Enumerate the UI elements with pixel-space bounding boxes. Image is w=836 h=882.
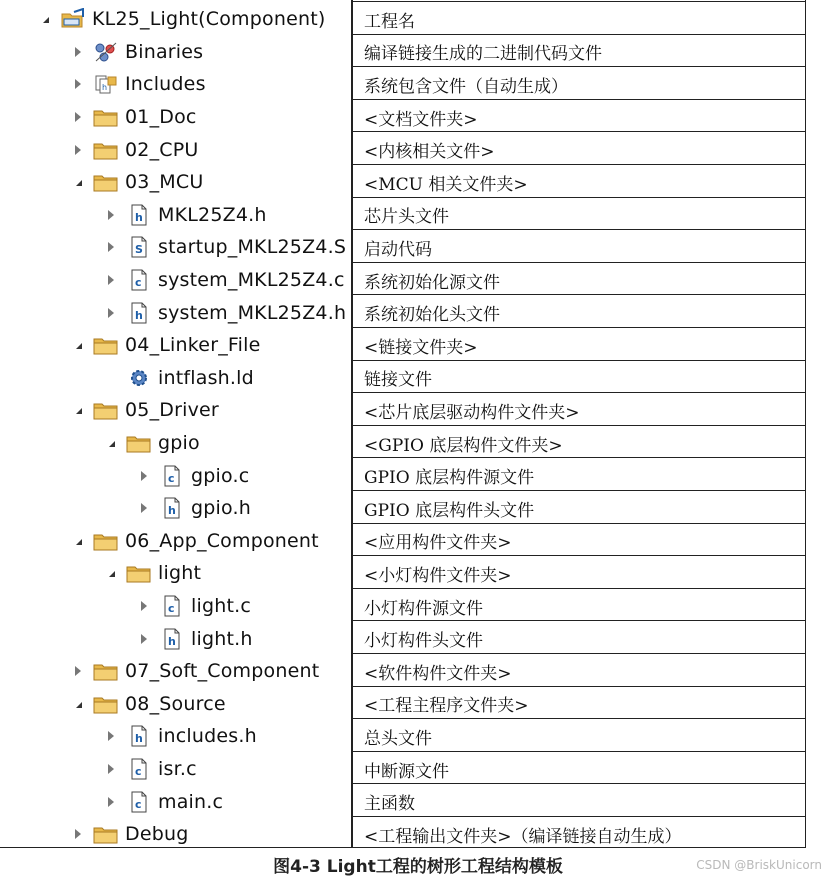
tree-row[interactable] — [0, 557, 836, 590]
row-divider — [352, 620, 806, 621]
row-divider — [352, 392, 806, 393]
tree-row[interactable] — [0, 199, 836, 232]
row-divider — [352, 783, 806, 784]
collapse-arrow-icon[interactable] — [104, 240, 118, 254]
row-divider — [352, 294, 806, 295]
binaries-icon — [93, 41, 119, 63]
tree-node-description: 总头文件 — [364, 728, 432, 749]
collapse-arrow-icon[interactable] — [71, 827, 85, 841]
tree-node-description: 中断源文件 — [364, 761, 449, 782]
tree-row[interactable] — [0, 459, 836, 492]
project-icon — [60, 8, 86, 30]
tree-node-description: <小灯构件文件夹> — [364, 565, 512, 586]
tree-node-description: <芯片底层驱动构件文件夹> — [364, 402, 580, 423]
tree-row[interactable] — [0, 655, 836, 688]
tree-row[interactable] — [0, 492, 836, 525]
includes-icon — [93, 73, 119, 95]
tree-node-label: Debug — [125, 823, 189, 846]
row-divider — [352, 653, 806, 654]
collapse-arrow-icon[interactable] — [137, 632, 151, 646]
svg-text:h: h — [135, 210, 143, 224]
tree-node-description: 编译链接生成的二进制代码文件 — [364, 44, 602, 65]
svg-text:S: S — [135, 243, 143, 257]
collapse-arrow-icon[interactable] — [137, 501, 151, 515]
folder-icon — [93, 823, 119, 845]
tree-node-label: 05_Driver — [125, 399, 219, 422]
tree-node-label: 01_Doc — [125, 106, 197, 129]
tree-node-description: <应用构件文件夹> — [364, 533, 512, 554]
tree-node-description: GPIO 底层构件源文件 — [364, 468, 535, 489]
folder-icon — [93, 399, 119, 421]
tree-node-label: system_MKL25Z4.h — [158, 301, 347, 324]
collapse-arrow-icon[interactable] — [71, 77, 85, 91]
tree-node-label: includes.h — [158, 725, 257, 748]
tree-node-label: gpio — [158, 432, 200, 455]
c-file-icon — [159, 595, 185, 617]
svg-text:h: h — [135, 732, 143, 746]
tree-node-label: gpio.h — [191, 497, 251, 520]
expand-arrow-icon[interactable] — [71, 534, 85, 548]
folder-icon — [93, 171, 119, 193]
collapse-arrow-icon[interactable] — [104, 795, 118, 809]
svg-text:c: c — [135, 276, 142, 290]
expand-arrow-icon[interactable] — [38, 12, 52, 26]
tree-row[interactable] — [0, 818, 836, 851]
asm-file-icon — [126, 236, 152, 258]
tree-node-description: <文档文件夹> — [364, 109, 478, 130]
tree-row[interactable] — [0, 394, 836, 427]
tree-node-description: <工程主程序文件夹> — [364, 696, 529, 717]
tree-node-description: <内核相关文件> — [364, 142, 495, 163]
tree-row[interactable] — [0, 753, 836, 786]
tree-row[interactable] — [0, 427, 836, 460]
svg-text:h: h — [168, 634, 176, 648]
tree-node-label: light.h — [191, 627, 253, 650]
tree-node-description: 主函数 — [364, 794, 415, 815]
tree-row[interactable] — [0, 264, 836, 297]
header-file-icon — [126, 725, 152, 747]
tree-row[interactable] — [0, 68, 836, 101]
expand-arrow-icon[interactable] — [71, 175, 85, 189]
expand-arrow-icon[interactable] — [71, 403, 85, 417]
svg-text:h: h — [135, 308, 143, 322]
tree-row[interactable] — [0, 231, 836, 264]
collapse-arrow-icon[interactable] — [71, 45, 85, 59]
row-divider — [352, 229, 806, 230]
tree-row[interactable] — [0, 622, 836, 655]
tree-node[interactable] — [0, 3, 390, 36]
row-divider — [352, 523, 806, 524]
tree-node-description: 系统包含文件（自动生成） — [364, 76, 568, 97]
tree-row[interactable] — [0, 3, 836, 36]
tree-node-label: MKL25Z4.h — [158, 203, 267, 226]
row-divider — [352, 490, 806, 491]
c-file-icon — [159, 465, 185, 487]
row-divider — [352, 816, 806, 817]
expand-arrow-icon[interactable] — [71, 338, 85, 352]
tree-node-label: light — [158, 562, 202, 585]
collapse-arrow-icon[interactable] — [104, 306, 118, 320]
tree-row[interactable] — [0, 101, 836, 134]
row-divider — [352, 425, 806, 426]
c-file-icon — [126, 791, 152, 813]
gear-file-icon — [126, 367, 152, 389]
tree-node-label: Includes — [125, 73, 206, 96]
collapse-arrow-icon[interactable] — [104, 273, 118, 287]
tree-node-label: 08_Source — [125, 692, 226, 715]
tree-node-label: 06_App_Component — [125, 529, 319, 552]
tree-node-description: 小灯构件源文件 — [364, 598, 483, 619]
tree-row[interactable] — [0, 785, 836, 818]
tree-row[interactable] — [0, 166, 836, 199]
tree-node-label: 07_Soft_Component — [125, 660, 320, 683]
expand-arrow-icon[interactable] — [104, 436, 118, 450]
svg-text:c: c — [135, 797, 142, 811]
tree-node-description: <MCU 相关文件夹> — [364, 174, 528, 195]
row-divider — [352, 197, 806, 198]
row-divider — [352, 327, 806, 328]
tree-node-label: main.c — [158, 790, 224, 813]
c-file-icon — [126, 269, 152, 291]
tree-row[interactable] — [0, 720, 836, 753]
folder-icon — [126, 432, 152, 454]
svg-text:c: c — [168, 471, 175, 485]
tree-node-label: intflash.ld — [158, 366, 254, 389]
tree-row[interactable] — [0, 688, 836, 721]
tree-row[interactable] — [0, 36, 836, 69]
tree-row[interactable] — [0, 590, 836, 623]
tree-node-description: <链接文件夹> — [364, 337, 478, 358]
tree-node-description: <GPIO 底层构件文件夹> — [364, 435, 563, 456]
svg-text:c: c — [168, 602, 175, 616]
row-divider — [352, 1, 806, 2]
tree-node-label: KL25_Light(Component) — [92, 8, 326, 31]
tree-node-label: 03_MCU — [125, 171, 204, 194]
collapse-arrow-icon — [104, 371, 118, 385]
row-divider — [352, 751, 806, 752]
tree-node-description: 链接文件 — [364, 370, 432, 391]
c-file-icon — [126, 758, 152, 780]
tree-row[interactable] — [0, 362, 836, 395]
tree-node-description: <软件构件文件夹> — [364, 663, 512, 684]
row-divider — [352, 131, 806, 132]
header-file-icon — [159, 497, 185, 519]
row-divider — [352, 555, 806, 556]
folder-icon — [126, 562, 152, 584]
collapse-arrow-icon[interactable] — [104, 208, 118, 222]
tree-node-description: <工程输出文件夹>（编译链接自动生成） — [364, 826, 682, 847]
folder-icon — [93, 139, 119, 161]
tree-node-label: gpio.c — [191, 464, 250, 487]
tree-node-description: 启动代码 — [364, 239, 432, 260]
tree-node-label: isr.c — [158, 758, 197, 781]
tree-row[interactable] — [0, 329, 836, 362]
tree-node-label: system_MKL25Z4.c — [158, 269, 345, 292]
collapse-arrow-icon[interactable] — [71, 143, 85, 157]
collapse-arrow-icon[interactable] — [137, 469, 151, 483]
expand-arrow-icon[interactable] — [71, 697, 85, 711]
watermark: CSDN @BriskUnicorn — [696, 858, 822, 872]
row-divider — [352, 718, 806, 719]
tree-node-description: GPIO 底层构件头文件 — [364, 500, 535, 521]
svg-text:h: h — [102, 83, 108, 93]
collapse-arrow-icon[interactable] — [71, 110, 85, 124]
figure-caption: 图4-3 Light工程的树形工程结构模板 — [273, 857, 563, 877]
tree-node-label: Binaries — [125, 40, 204, 63]
collapse-arrow-icon[interactable] — [104, 729, 118, 743]
folder-icon — [93, 106, 119, 128]
header-file-icon — [126, 204, 152, 226]
folder-icon — [93, 693, 119, 715]
header-file-icon — [126, 302, 152, 324]
svg-text:h: h — [168, 504, 176, 518]
collapse-arrow-icon[interactable] — [137, 599, 151, 613]
tree-node-label: startup_MKL25Z4.S — [158, 236, 347, 259]
collapse-arrow-icon[interactable] — [104, 762, 118, 776]
tree-node-description: 小灯构件头文件 — [364, 631, 483, 652]
header-file-icon — [159, 628, 185, 650]
tree-row[interactable] — [0, 296, 836, 329]
collapse-arrow-icon[interactable] — [71, 664, 85, 678]
folder-icon — [93, 530, 119, 552]
tree-node-label: 02_CPU — [125, 138, 199, 161]
expand-arrow-icon[interactable] — [104, 566, 118, 580]
tree-node-description: 系统初始化头文件 — [364, 305, 500, 326]
folder-icon — [93, 660, 119, 682]
tree-node-label: light.c — [191, 595, 251, 618]
row-divider — [352, 164, 806, 165]
row-divider — [352, 66, 806, 67]
tree-row[interactable] — [0, 133, 836, 166]
row-divider — [352, 34, 806, 35]
row-divider — [352, 99, 806, 100]
tree-node-description: 系统初始化源文件 — [364, 272, 500, 293]
row-divider — [352, 262, 806, 263]
row-divider — [352, 457, 806, 458]
row-divider — [352, 686, 806, 687]
tree-node-description: 芯片头文件 — [364, 207, 449, 228]
row-divider — [352, 360, 806, 361]
row-divider — [352, 588, 806, 589]
folder-icon — [93, 334, 119, 356]
svg-text:c: c — [135, 765, 142, 779]
tree-node-description: 工程名 — [364, 11, 415, 32]
tree-row[interactable] — [0, 525, 836, 558]
tree-node-label: 04_Linker_File — [125, 334, 261, 357]
